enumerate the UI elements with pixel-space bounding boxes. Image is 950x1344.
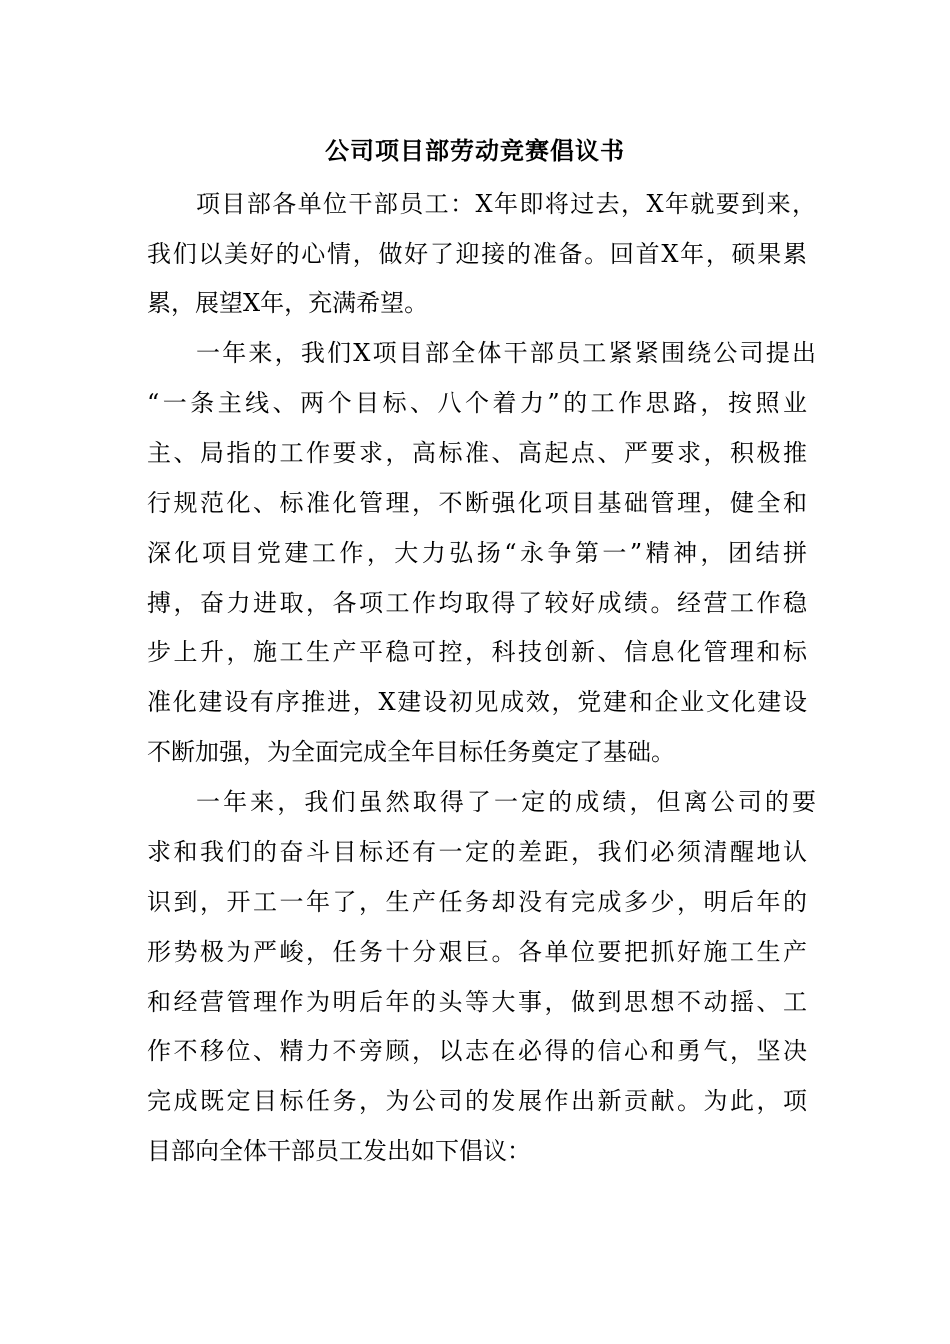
paragraph-line: 作不移位、精力不旁顾，以志在必得的信心和勇气，坚决 (147, 1037, 807, 1065)
paragraph-line: 目部向全体干部员工发出如下倡议： (147, 1137, 531, 1165)
paragraph-line: 项目部各单位干部员工：X年即将过去，X年就要到来， (196, 190, 816, 218)
paragraph-line: “一条主线、两个目标、八个着力”的工作思路，按照业 (147, 389, 807, 417)
paragraph-line: 主、局指的工作要求，高标准、高起点、严要求，积极推 (147, 439, 807, 467)
paragraph-line: 搏，奋力进取，各项工作均取得了较好成绩。经营工作稳 (147, 589, 807, 617)
paragraph-line: 不断加强，为全面完成全年目标任务奠定了基础。 (147, 738, 675, 766)
paragraph-line: 准化建设有序推进，X建设初见成效，党建和企业文化建设 (147, 688, 807, 716)
paragraph-line: 我们以美好的心情，做好了迎接的准备。回首X年，硕果累 (147, 240, 807, 268)
paragraph-line: 一年来，我们虽然取得了一定的成绩，但离公司的要 (196, 788, 816, 816)
paragraph-line: 行规范化、标准化管理，不断强化项目基础管理，健全和 (147, 489, 807, 517)
paragraph-line: 形势极为严峻，任务十分艰巨。各单位要把抓好施工生产 (147, 938, 807, 966)
paragraph-line: 一年来，我们X项目部全体干部员工紧紧围绕公司提出 (196, 339, 816, 367)
document-title: 公司项目部劳动竞赛倡议书 (325, 136, 625, 165)
paragraph-line: 和经营管理作为明后年的头等大事，做到思想不动摇、工 (147, 988, 807, 1016)
paragraph-line: 识到，开工一年了，生产任务却没有完成多少，明后年的 (147, 888, 807, 916)
paragraph-line: 累，展望X年，充满希望。 (147, 289, 429, 317)
paragraph-line: 步上升，施工生产平稳可控，科技创新、信息化管理和标 (147, 638, 807, 666)
paragraph-line: 完成既定目标任务，为公司的发展作出新贡献。为此，项 (147, 1087, 807, 1115)
paragraph-line: 深化项目党建工作，大力弘扬“永争第一”精神，团结拼 (147, 539, 807, 567)
paragraph-line: 求和我们的奋斗目标还有一定的差距，我们必须清醒地认 (147, 838, 807, 866)
